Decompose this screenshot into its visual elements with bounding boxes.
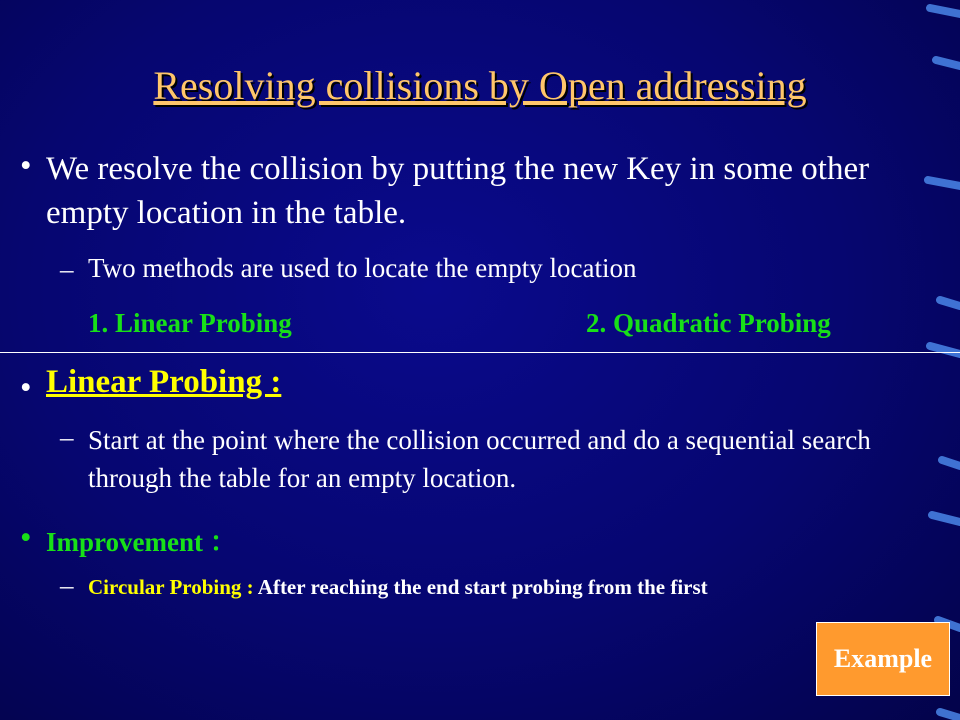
sub-bullet-3-text xyxy=(88,571,928,604)
circular-probing-text: After reaching the end start probing from the first xyxy=(253,575,708,599)
dash-3: – xyxy=(60,570,74,600)
bullet-1: • xyxy=(20,148,32,184)
improvement-heading: Improvement ： xyxy=(46,527,237,557)
sub-bullet-1-text: Two methods are used to locate the empty location xyxy=(88,253,637,283)
dash-1: – xyxy=(60,254,74,284)
divider-line xyxy=(0,352,960,353)
method-quadratic-probing: 2. Quadratic Probing xyxy=(586,308,831,338)
example-button[interactable]: Example xyxy=(816,622,950,696)
circular-probing-label: Circular Probing : xyxy=(88,575,254,599)
sub-bullet-2-text: Start at the point where the collision occurred and do a sequential search through the table for an empty location. xyxy=(88,425,871,493)
method-linear-probing: 1. Linear Probing xyxy=(88,308,292,338)
dash-2: – xyxy=(60,422,74,452)
slide-title: Resolving collisions by Open addressing xyxy=(153,63,807,108)
linear-probing-heading: Linear Probing : xyxy=(46,364,282,400)
bullet-2: • xyxy=(20,370,32,406)
bullet-1-text: We resolve the collision by putting the new Key in some other empty location in the table. xyxy=(46,151,870,231)
bullet-3: • xyxy=(20,520,32,556)
